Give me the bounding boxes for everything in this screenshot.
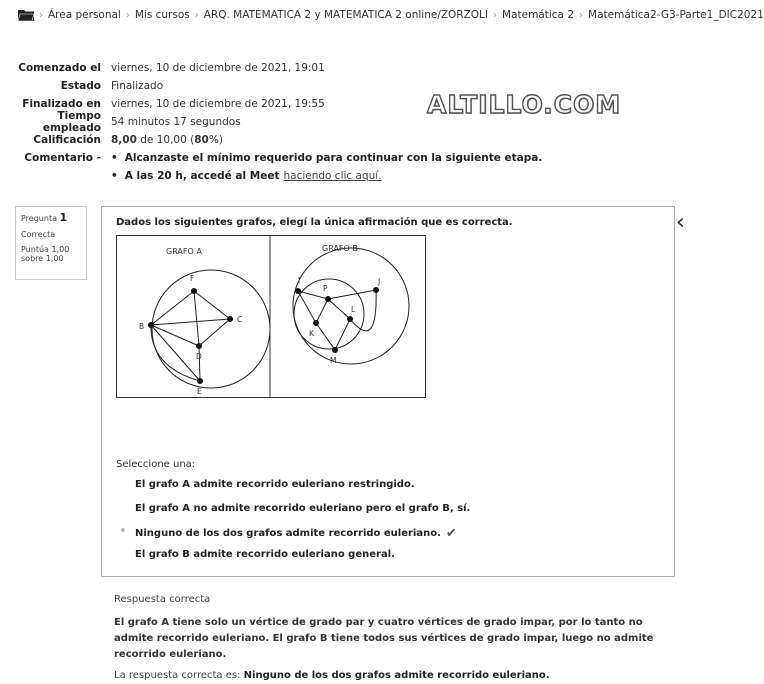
graph-figure [116, 235, 426, 398]
graph-b-node-j [373, 287, 379, 293]
graph-b-label-m: M [330, 356, 337, 365]
breadcrumb-item-mis-cursos[interactable]: Mis cursos [134, 9, 190, 21]
graph-a-node-b [148, 322, 154, 328]
breadcrumb-separator: › [39, 9, 43, 21]
grade-of: de 10,00 ( [140, 134, 195, 146]
started-label: Comenzado el [18, 62, 101, 74]
graph-b-node-i [295, 288, 301, 294]
grade-score: 8,00 [111, 134, 137, 146]
graph-b-label-j: J [378, 277, 381, 286]
graph-b-label-p: P [323, 284, 328, 293]
question-status: Correcta [21, 230, 56, 239]
grade-row [0, 131, 542, 149]
breadcrumb-item-area-personal[interactable]: Área personal [48, 9, 121, 21]
watermark-logo: ALTILLO.COM [427, 90, 622, 119]
time-value: 54 minutos 17 segundos [111, 116, 241, 128]
graph-b-node-k [313, 320, 319, 326]
comment-item [111, 149, 542, 167]
graph-b-node-l [347, 316, 353, 322]
graph-a-title: GRAFO A [166, 247, 202, 256]
answer-option-label: Ninguno de los dos grafos admite recorrido euleriano. [135, 528, 441, 539]
feedback [114, 594, 674, 681]
graph-a-node-c [227, 316, 233, 322]
grade-percent: 80 [194, 134, 209, 146]
question-number: 1 [59, 211, 68, 224]
check-icon: ✔ [445, 526, 457, 541]
started-value: viernes, 10 de diciembre de 2021, 19:01 [111, 62, 325, 74]
state-value: Finalizado [111, 80, 164, 92]
graph-a-label-f: F [190, 274, 195, 283]
breadcrumb-separator: › [493, 9, 498, 21]
grade-value [111, 134, 223, 146]
answer-option-label: El grafo A admite recorrido euleriano restringido. [135, 479, 415, 490]
question-text: Dados los siguientes grafos, elegí la única afirmación que es correcta. [116, 217, 513, 228]
correct-answer-text: Ninguno de los dos grafos admite recorrido euleriano. [243, 670, 550, 681]
breadcrumb-separator: › [579, 9, 584, 21]
question-score-1: Puntúa 1,00 [21, 245, 70, 254]
grade-end: %) [208, 134, 223, 146]
question-score-2: sobre 1,00 [21, 254, 64, 263]
time-label: Tiempo empleado [42, 110, 101, 134]
breadcrumb [18, 9, 764, 21]
comment-item [111, 167, 542, 185]
graph-a-node-e [197, 378, 203, 384]
question-info [15, 206, 87, 280]
graph-a-label-c: C [237, 315, 243, 324]
feedback-text: El grafo A tiene solo un vértice de grado par y cuatro vértices de grado impar, por lo tanto no admite recorrido euleriano. El grafo B tiene todos sus vértices de grado impar, luego no admite recorrido euleriano. [114, 617, 654, 660]
graph-b-label-l: L [351, 305, 356, 314]
answer-option-label: El grafo A no admite recorrido euleriano pero el grafo B, sí. [135, 503, 471, 514]
graph-b-node-p [325, 296, 331, 302]
feedback-title: Respuesta correcta [114, 594, 211, 605]
comment-text: • A las 20 h, accedé al Meet [124, 170, 280, 182]
folder-icon[interactable] [18, 9, 34, 21]
radio-indicator-selected[interactable] [121, 528, 125, 532]
graph-b-title: GRAFO B [322, 244, 358, 253]
correct-answer [114, 670, 674, 681]
attempt-summary [0, 59, 542, 185]
comment-text: • Alcanzaste el mínimo requerido para continuar con la siguiente etapa. [124, 152, 543, 164]
comment-label: Comentario - [24, 152, 101, 164]
graph-a-label-b: B [139, 322, 145, 331]
comment-list [111, 149, 542, 185]
graph-a-label-d: D [196, 352, 202, 361]
question-label: Pregunta [21, 214, 57, 223]
chevron-left-icon[interactable]: ‹ [676, 210, 685, 235]
question-box [101, 206, 675, 577]
grade-label: Calificación [33, 134, 101, 146]
correct-answer-prefix: La respuesta correcta es: [114, 670, 241, 681]
breadcrumb-separator: › [194, 9, 199, 21]
graph-a-node-f [191, 288, 197, 294]
answer-option[interactable] [135, 549, 395, 560]
graph-frame [117, 236, 426, 398]
graph-a-label-e: E [197, 387, 202, 396]
graph-b-label-k: K [309, 329, 314, 338]
breadcrumb-item-course[interactable]: ARQ. MATEMATICA 2 y MATEMATICA 2 online/ZORZOLI [203, 9, 489, 21]
breadcrumb-separator: › [125, 9, 130, 21]
breadcrumb-item-quiz[interactable]: Matemática2-G3-Parte1_DIC2021 [588, 9, 764, 21]
select-label: Seleccione una: [116, 459, 196, 470]
graph-a-node-d [196, 343, 202, 349]
graph-b-label-i: I [298, 276, 301, 285]
breadcrumb-item-section[interactable]: Matemática 2 [502, 9, 575, 21]
answer-option[interactable] [135, 479, 415, 490]
answer-option[interactable] [135, 503, 470, 514]
answer-option-label: El grafo B admite recorrido euleriano general. [135, 549, 395, 560]
answer-option-selected[interactable] [135, 526, 457, 541]
finished-label: Finalizado en [22, 98, 101, 110]
meet-link[interactable]: haciendo clic aquí. [283, 170, 382, 182]
comment-row [0, 149, 542, 185]
started-row [0, 59, 542, 77]
graph-b-node-m [332, 347, 338, 353]
state-label: Estado [60, 80, 101, 92]
finished-value: viernes, 10 de diciembre de 2021, 19:55 [111, 98, 325, 110]
